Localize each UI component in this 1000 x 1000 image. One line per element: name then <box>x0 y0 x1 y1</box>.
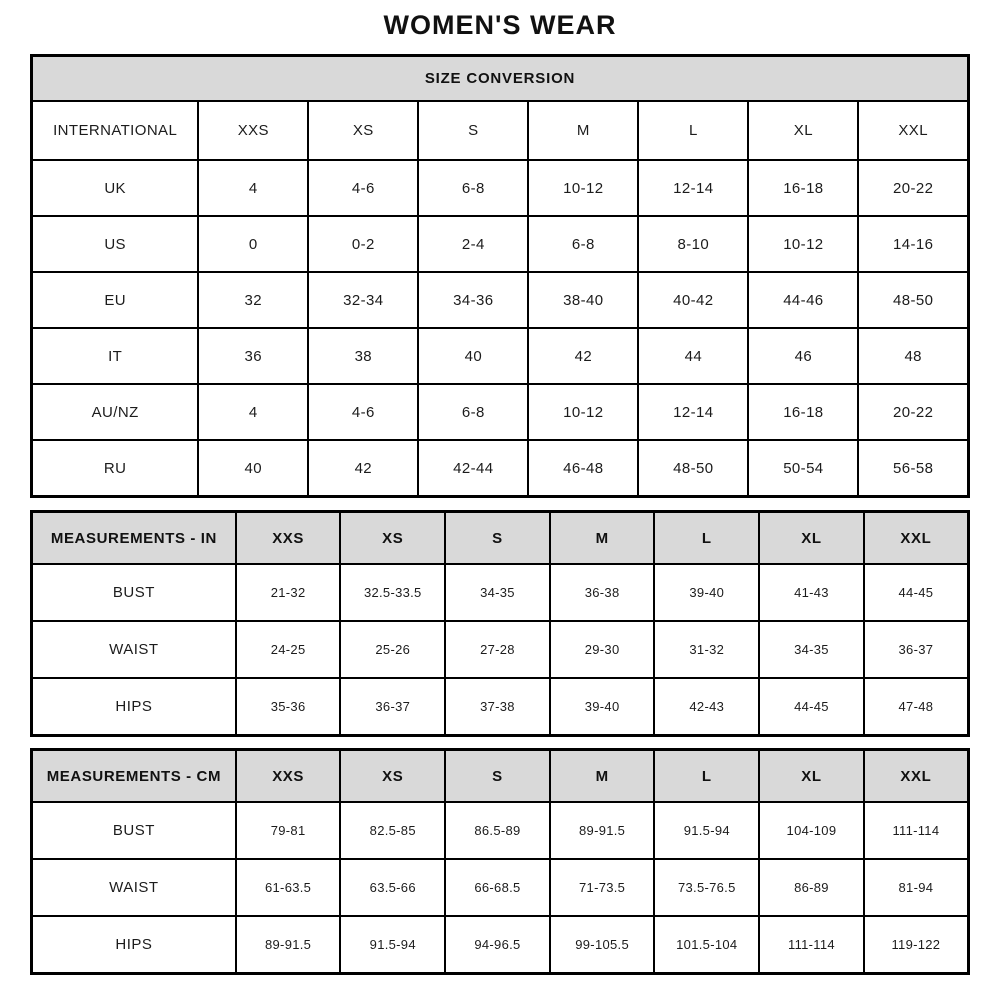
cell: 73.5-76.5 <box>654 859 759 916</box>
cell: 38-40 <box>528 272 638 328</box>
size-column-header-xxs: XXS <box>236 750 341 803</box>
cell: 101.5-104 <box>654 916 759 974</box>
cell: 89-91.5 <box>550 802 655 859</box>
size-column-header-xxl: XXL <box>864 750 969 803</box>
cell: 0-2 <box>308 216 418 272</box>
cell: 6-8 <box>418 160 528 216</box>
size-conversion-table <box>30 54 970 498</box>
row-label-uk: UK <box>32 160 199 216</box>
measurements-cm-header-row <box>32 750 969 803</box>
cell: 12-14 <box>638 384 748 440</box>
cell: 86.5-89 <box>445 802 550 859</box>
cell: 89-91.5 <box>236 916 341 974</box>
table-row-ru <box>32 440 969 497</box>
size-column-header-xl: XL <box>759 750 864 803</box>
cell: 6-8 <box>528 216 638 272</box>
size-column-header-xl: XL <box>759 512 864 565</box>
cell: 42 <box>308 440 418 497</box>
cell: 48 <box>858 328 968 384</box>
size-column-header-xs: XS <box>340 512 445 565</box>
cell: 4-6 <box>308 160 418 216</box>
row-label-aunz: AU/NZ <box>32 384 199 440</box>
cell: 39-40 <box>550 678 655 736</box>
row-label-us: US <box>32 216 199 272</box>
row-label-ru: RU <box>32 440 199 497</box>
size-column-header-s: S <box>445 512 550 565</box>
size-column-header-m: M <box>550 750 655 803</box>
cell: 8-10 <box>638 216 748 272</box>
row-label-eu: EU <box>32 272 199 328</box>
size-column-header-xxs: XXS <box>236 512 341 565</box>
cell: 16-18 <box>748 160 858 216</box>
cell: 34-36 <box>418 272 528 328</box>
table-row-uk <box>32 160 969 216</box>
table-row-bust-in <box>32 564 969 621</box>
cell: 38 <box>308 328 418 384</box>
table-row-hips-in <box>32 678 969 736</box>
measurements-in-header: MEASUREMENTS - IN <box>32 512 236 565</box>
column-header-m: M <box>528 101 638 160</box>
column-header-l: L <box>638 101 748 160</box>
cell: 79-81 <box>236 802 341 859</box>
column-header-s: S <box>418 101 528 160</box>
size-column-header-s: S <box>445 750 550 803</box>
cell: 42 <box>528 328 638 384</box>
table-row-bust-cm <box>32 802 969 859</box>
column-header-xxl: XXL <box>858 101 968 160</box>
cell: 16-18 <box>748 384 858 440</box>
cell: 111-114 <box>759 916 864 974</box>
row-label-waist: WAIST <box>32 621 236 678</box>
cell: 12-14 <box>638 160 748 216</box>
cell: 27-28 <box>445 621 550 678</box>
size-column-header-xxl: XXL <box>864 512 969 565</box>
cell: 50-54 <box>748 440 858 497</box>
size-column-header-l: L <box>654 750 759 803</box>
cell: 36 <box>198 328 308 384</box>
cell: 44-45 <box>864 564 969 621</box>
cell: 32 <box>198 272 308 328</box>
cell: 32-34 <box>308 272 418 328</box>
table-row-it <box>32 328 969 384</box>
column-header-xl: XL <box>748 101 858 160</box>
cell: 25-26 <box>340 621 445 678</box>
cell: 111-114 <box>864 802 969 859</box>
cell: 29-30 <box>550 621 655 678</box>
cell: 48-50 <box>638 440 748 497</box>
cell: 10-12 <box>748 216 858 272</box>
cell: 40-42 <box>638 272 748 328</box>
cell: 34-35 <box>445 564 550 621</box>
size-conversion-column-header-row <box>32 101 969 160</box>
cell: 91.5-94 <box>654 802 759 859</box>
cell: 63.5-66 <box>340 859 445 916</box>
page-title: WOMEN'S WEAR <box>383 10 617 40</box>
cell: 42-44 <box>418 440 528 497</box>
cell: 71-73.5 <box>550 859 655 916</box>
column-header-xs: XS <box>308 101 418 160</box>
cell: 0 <box>198 216 308 272</box>
cell: 86-89 <box>759 859 864 916</box>
table-row-us <box>32 216 969 272</box>
cell: 14-16 <box>858 216 968 272</box>
table-row-waist-in <box>32 621 969 678</box>
cell: 6-8 <box>418 384 528 440</box>
cell: 41-43 <box>759 564 864 621</box>
row-label-bust: BUST <box>32 802 236 859</box>
cell: 44 <box>638 328 748 384</box>
table-row-eu <box>32 272 969 328</box>
cell: 40 <box>418 328 528 384</box>
cell: 91.5-94 <box>340 916 445 974</box>
cell: 42-43 <box>654 678 759 736</box>
row-label-hips: HIPS <box>32 678 236 736</box>
cell: 37-38 <box>445 678 550 736</box>
row-label-hips: HIPS <box>32 916 236 974</box>
cell: 10-12 <box>528 384 638 440</box>
cell: 24-25 <box>236 621 341 678</box>
cell: 40 <box>198 440 308 497</box>
row-label-waist: WAIST <box>32 859 236 916</box>
cell: 10-12 <box>528 160 638 216</box>
cell: 44-45 <box>759 678 864 736</box>
size-column-header-xs: XS <box>340 750 445 803</box>
measurements-cm-table <box>30 748 970 975</box>
cell: 36-37 <box>340 678 445 736</box>
measurements-in-header-row <box>32 512 969 565</box>
table-row-hips-cm <box>32 916 969 974</box>
cell: 46-48 <box>528 440 638 497</box>
cell: 31-32 <box>654 621 759 678</box>
cell: 82.5-85 <box>340 802 445 859</box>
cell: 39-40 <box>654 564 759 621</box>
cell: 94-96.5 <box>445 916 550 974</box>
cell: 4 <box>198 160 308 216</box>
column-header-international: INTERNATIONAL <box>32 101 199 160</box>
cell: 46 <box>748 328 858 384</box>
size-conversion-banner-row <box>32 56 969 102</box>
cell: 44-46 <box>748 272 858 328</box>
cell: 104-109 <box>759 802 864 859</box>
cell: 36-38 <box>550 564 655 621</box>
cell: 81-94 <box>864 859 969 916</box>
size-column-header-l: L <box>654 512 759 565</box>
cell: 34-35 <box>759 621 864 678</box>
size-conversion-header: SIZE CONVERSION <box>32 56 969 102</box>
cell: 48-50 <box>858 272 968 328</box>
cell: 36-37 <box>864 621 969 678</box>
size-column-header-m: M <box>550 512 655 565</box>
cell: 21-32 <box>236 564 341 621</box>
cell: 32.5-33.5 <box>340 564 445 621</box>
cell: 4-6 <box>308 384 418 440</box>
row-label-bust: BUST <box>32 564 236 621</box>
cell: 4 <box>198 384 308 440</box>
cell: 99-105.5 <box>550 916 655 974</box>
table-row-aunz <box>32 384 969 440</box>
cell: 56-58 <box>858 440 968 497</box>
cell: 61-63.5 <box>236 859 341 916</box>
table-row-waist-cm <box>32 859 969 916</box>
cell: 20-22 <box>858 160 968 216</box>
measurements-in-table <box>30 510 970 737</box>
cell: 119-122 <box>864 916 969 974</box>
cell: 47-48 <box>864 678 969 736</box>
row-label-it: IT <box>32 328 199 384</box>
cell: 2-4 <box>418 216 528 272</box>
cell: 35-36 <box>236 678 341 736</box>
cell: 66-68.5 <box>445 859 550 916</box>
cell: 20-22 <box>858 384 968 440</box>
measurements-cm-header: MEASUREMENTS - CM <box>32 750 236 803</box>
column-header-xxs: XXS <box>198 101 308 160</box>
